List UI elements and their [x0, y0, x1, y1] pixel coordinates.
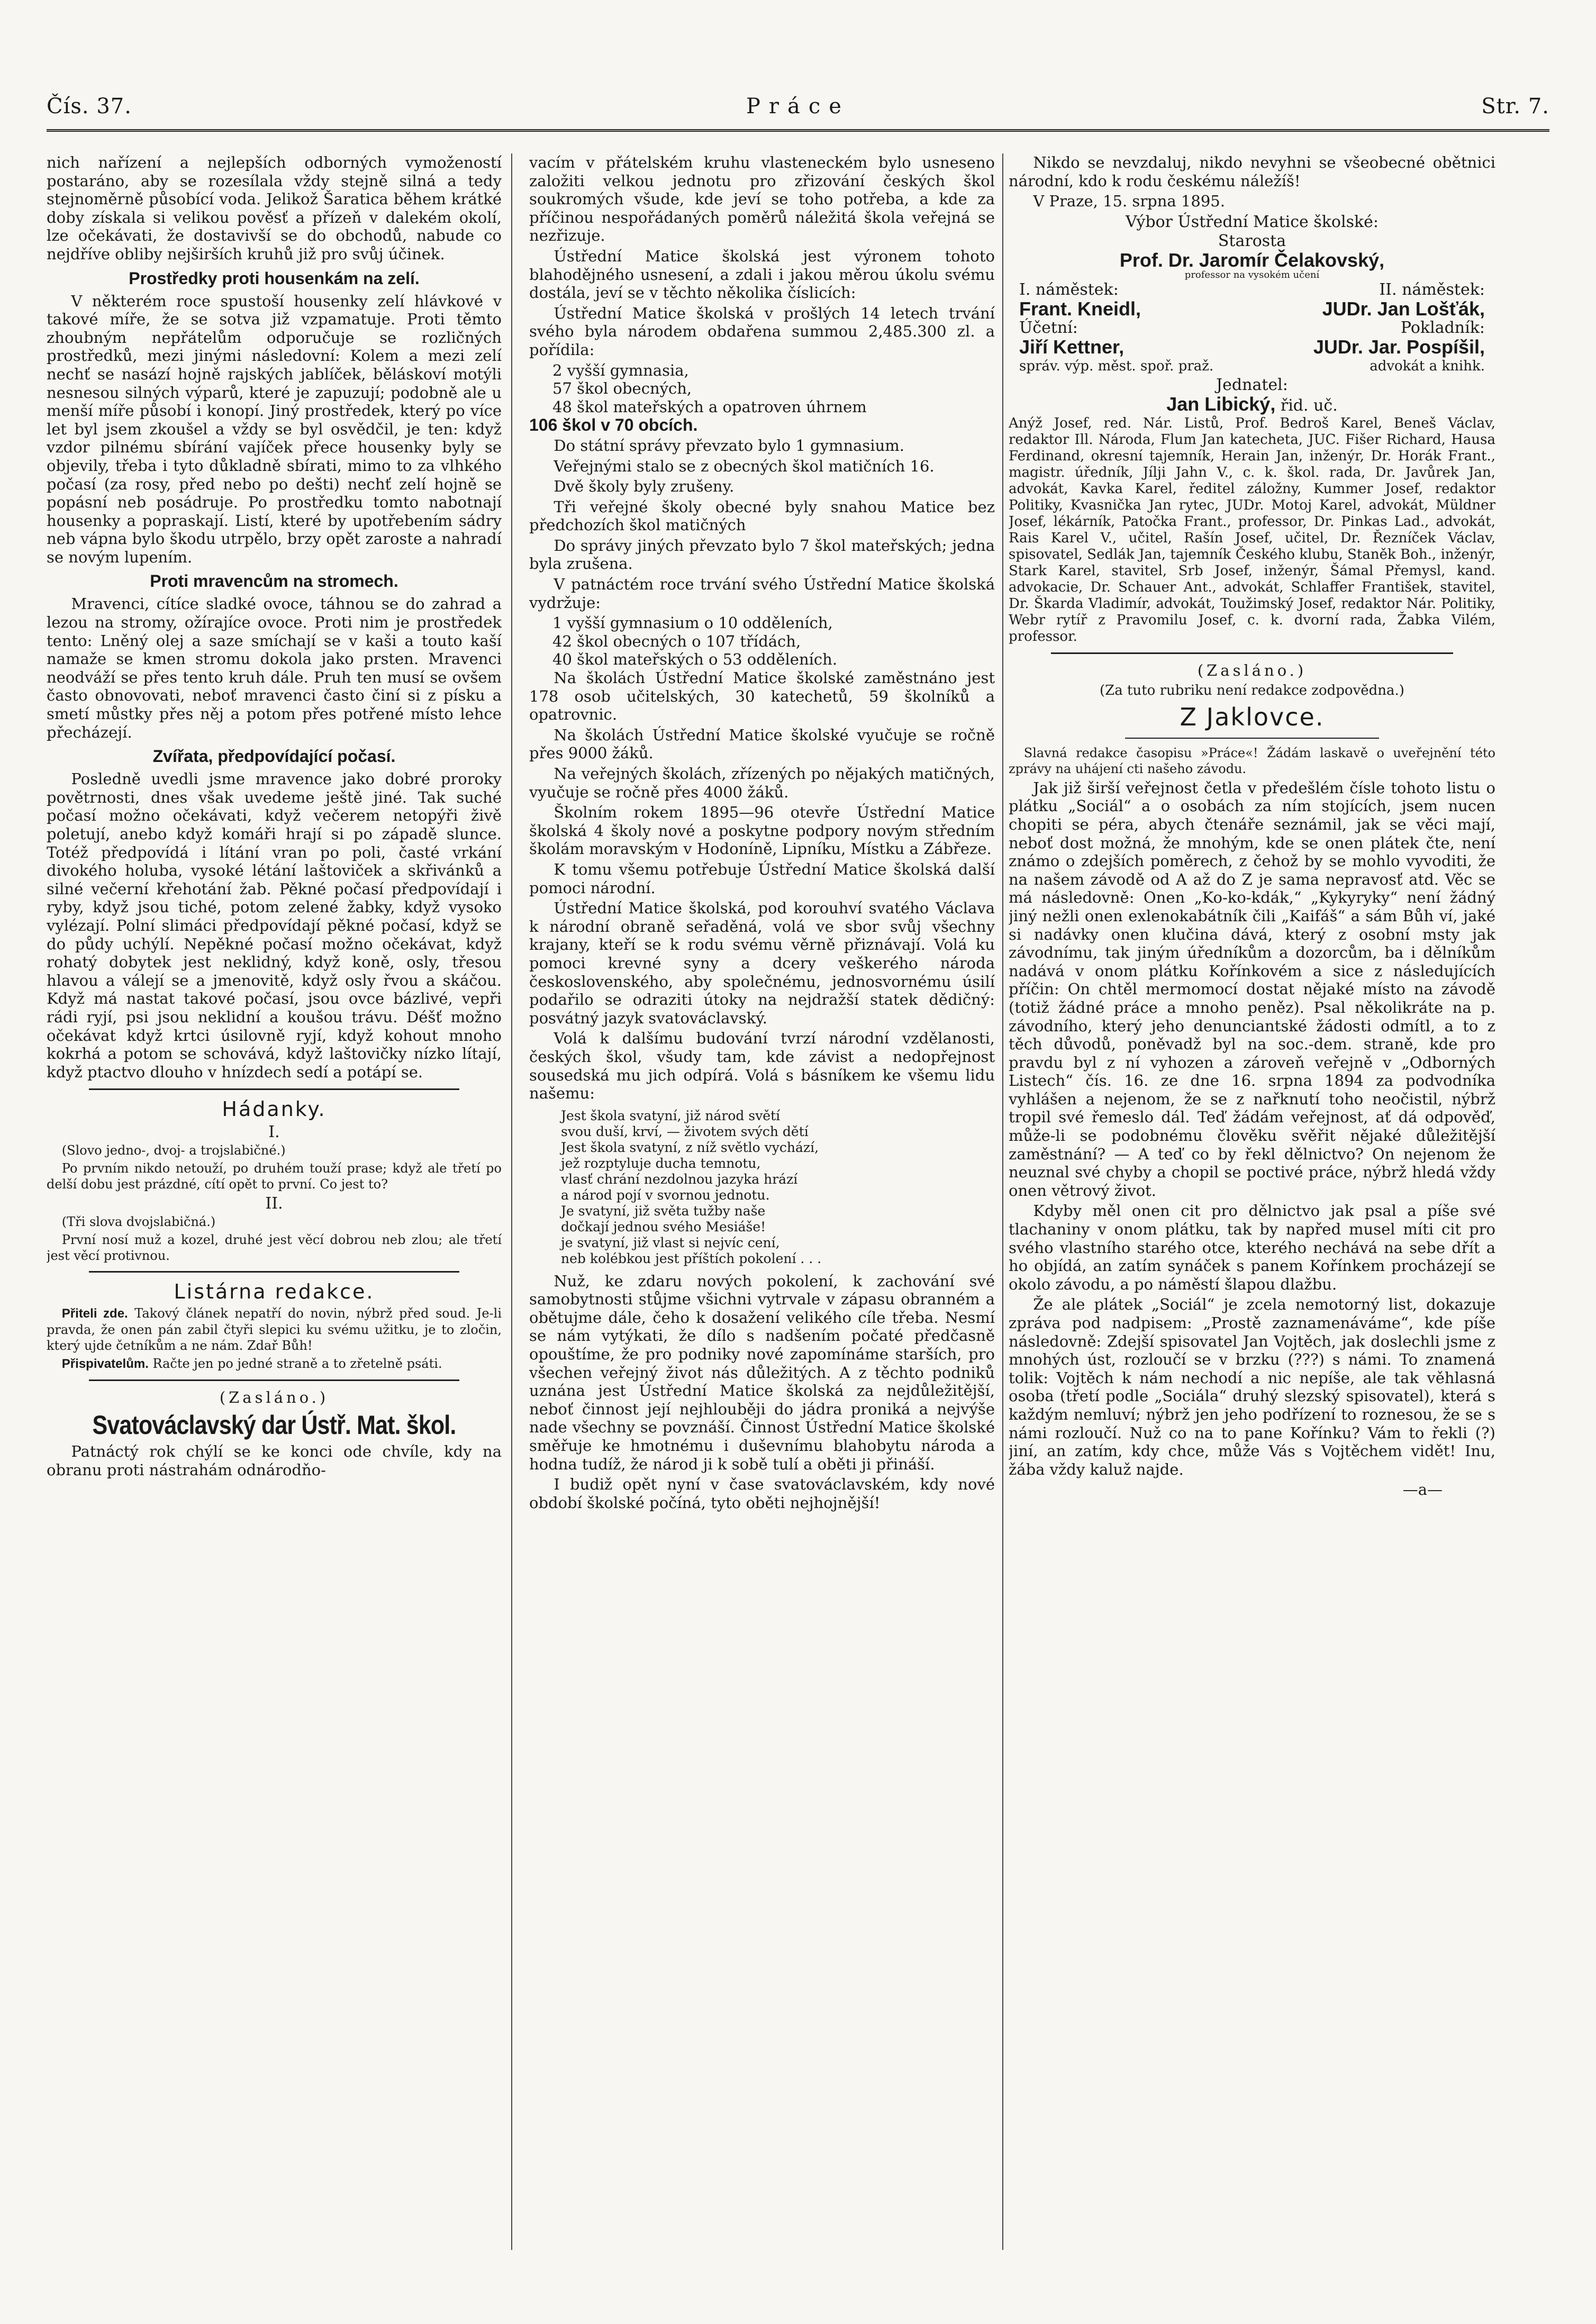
listarna-item: [47, 1356, 502, 1372]
riddle-text: Po prvním nikdo netouží, po druhém touží prase; když ale třetí po delší dobu jest prázdné, cítí opět to první. Co jest to?: [47, 1161, 502, 1192]
paragraph: Posledně uvedli jsme mravence jako dobré proroky povětrnosti, dnes však uvedeme ještě jiné. Tak suché počasí možno očekávati, když večerem netopýři živě poletují, anebo když komáři hrají si po západě slunce. Totéž předpovídá i lítání vran po poli, časté vrkání divokého holuba, vysoké létání laštoviček a skřivánků a silné večerní křehotání žab. Pěkné počasí předpovídají i ryby, když jsou tiché, potom zelené žabky, když vysoko vylézají. Polní slimáci předpovídají pěkné počasí, když se do půdy uchýlí. Nepěkné počasí možno očekávat, když rohatý dobytek jest neklidný, když koně, osly, třesou hlavou a válejí se a jmenovitě, když osly řvou a skáčou. Když má nastat takové počasí, jsou ovce bázlivé, vepři rádi ryjí, psi jsou neklidní a koušou trávu. Déšť možno očekávat když krtci úsilovně ryjí, když kohout mnoho kokrhá a potom se schovává, když laštovičky nízko lítají, když ptactvo dlouho v hnízdech sedí a potápí se.: [47, 770, 502, 1081]
paragraph: Nikdo se nevzdaluj, nikdo nevyhni se všeobecné obětnici národní, kdo k rodu českému náležíš!: [1009, 153, 1495, 190]
article-title: Z Jaklovce.: [1180, 702, 1325, 731]
paragraph: Na veřejných školách, zřízených po nějakých matičných, vyučuje se ročně přes 4000 žáků.: [529, 765, 995, 801]
paragraph: Na školách Ústřední Matice školské vyučuje se ročně přes 9000 žáků.: [529, 725, 995, 762]
paragraph: Ústřední Matice školská jest výronem tohoto blahodějného usnesení, a zdali i jakou měrou úkolu svému dostála, jeví se v těchto několika číslicích:: [529, 247, 995, 302]
newspaper-title: Práce: [746, 94, 850, 119]
paragraph: vacím v přátelském kruhu vlasteneckém bylo usneseno založiti velkou jednotu pro zřizování českých škol soukromých všude, kde jeví se toho potřeba, a kde za příčinou nespořádaných poměrů náležitá škola veřejná se nezřizuje.: [529, 153, 995, 245]
signature-row: [1009, 395, 1495, 415]
poem-line: svou duší, krví, — životem svých dětí: [561, 1123, 809, 1139]
paragraph: Na školách Ústřední Matice školské zaměstnáno jest 178 osob učitelských, 30 katechetů, 59 školníků a opatrovnic.: [529, 669, 995, 724]
paragraph: Dvě školy byly zrušeny.: [554, 477, 734, 496]
zaslano-label: (Zasláno.): [219, 1388, 329, 1407]
section-heading: Proti mravencům na stromech.: [150, 571, 398, 591]
poem-line: vlasť chrání nezdolnou jazyka hrází: [561, 1171, 798, 1187]
section-heading: Zvířata, předpovídající počasí.: [152, 747, 396, 766]
signatory-name: JUDr. Jan Lošťák,: [1322, 297, 1485, 320]
listarna-title: Listárna redakce.: [174, 1280, 375, 1304]
signatory-name: Jan Libický,: [1166, 393, 1276, 415]
riddle-text: První nosí muž a kozel, druhé jest věcí dobrou neb zlou; ale třetí jest věcí protivnou.: [47, 1232, 502, 1264]
role-label: Účetní:: [1019, 318, 1078, 337]
section-heading: Prostředky proti housenkám na zelí.: [129, 268, 420, 288]
author-signature: —a—: [1402, 1481, 1443, 1499]
signature-row: [1009, 335, 1495, 358]
paragraph: Tři veřejné školy obecné byly snahou Matice bez předchozích škol matičných: [529, 497, 995, 534]
column-1: [47, 153, 502, 2250]
paragraph: V některém roce spustoší housenky zelí hlávkové v takové míře, že se sotva již vzpamatuje. Proti těmto zhoubným nepřátelům odporučuje se rozličných prostředků, mezi jinými následovní: Kolem a mezi zelí nechť se nasází hojně rajských jablíček, běláskoví motýli nesnesou silných výparů, které je zapuzují; podobně ale u menší míře působí i konopí. Jiný prostředek, který po více let byl jsem zkoušel a vždy se byl osvědčil, je ten: když vzdor pilnému sbírání vajíček přece housenky byly se objevily, třeba i tyto důkladně sbírati, mimo to za vlhkého počasí (za rosy, před nebo po dešti) nechť zelí hojně se popásní neb posádruje. Po prostředku tomto nabotnají housenky a popraskají. Listí, které by upotřebením sádry neb vápna bylo škodu utrpělo, brzy opět zaroste a nahradí se novým lupením.: [47, 292, 502, 566]
riddle-number: II.: [265, 1194, 283, 1213]
poem-line: dočkají jednou svého Mesiáše!: [561, 1219, 766, 1234]
role-label: Starosta: [1218, 231, 1286, 250]
riddles-title: Hádanky.: [222, 1097, 327, 1121]
signatory-title: professor na vysokém učení: [1184, 269, 1320, 280]
column-divider: [511, 153, 512, 2250]
paragraph: Ústřední Matice školská, pod korouhví svatého Václava k národní obraně seřaděná, volá ve sbor svůj všechny krajany, kteří se k rodu svému věrně přiznávají. Volá ku pomoci krevné syny a dcery veškerého národa československého, aby společnému, jednosvornému úsilí podařilo se odraziti útoky na nejdražší statek dědičný: posvátný jazyk svatováclavský.: [529, 899, 995, 1027]
dateline: V Praze, 15. srpna 1895.: [1033, 192, 1225, 211]
list-item: 48 škol mateřských a opatroven úhrnem: [552, 397, 867, 416]
listarna-text: Takový článek nepatří do novin, nýbrž před soud. Je-li pravda, že onen pán zabil čtyři slepici ku svému užitku, je to zločin, který ujde četníkům a ne nám. Zdař Bůh!: [47, 1306, 502, 1354]
poem-line: Je svatyní, již světa tužby naše: [561, 1203, 766, 1219]
paragraph: Do správy jiných převzato bylo 7 škol mateřských; jedna byla zrušena.: [529, 536, 995, 573]
disclaimer: (Za tuto rubriku není redakce zodpovědna.): [1100, 682, 1404, 698]
column-2: [529, 153, 995, 2250]
column-divider: [1002, 153, 1003, 2250]
poem-line: neb kolébkou jest příštích pokolení . . .: [561, 1250, 822, 1266]
divider: [89, 1271, 459, 1273]
riddle-number: I.: [268, 1123, 280, 1142]
signature-row: [1009, 299, 1495, 319]
role-label: I. náměstek:: [1019, 280, 1119, 299]
member-list: Anýž Josef, red. Nár. Listů, Prof. Bedroš Karel, Beneš Václav, redaktor Ill. Národa, Flum Jan katecheta, JUC. Fišer Richard, Hausa Ferdinand, okresní tajemník, Herain Jan, inženýr, Dr. Horák Frant., magistr. úředník, Jílji Jahn V., c. k. škol. rada, Dr. Javůrek Jan, advokát, Kavka Karel, ředitel záložny, Kummer Josef, redaktor Politiky, Kvasnička Jan rytec, JUDr. Motoj Karel, advokát, Müldner Josef, lékárník, Patočka Frant., professor, Dr. Pinkas Lad., advokát, Rais Karel V., učitel, Rašín Josef, učitel, Dr. Řezníček Václav, spisovatel, Sedlák Jan, tajemník Českého klubu, Staněk Boh., inženýr, Stark Karel, stavitel, Srb Josef, inženýr, Šámal Přemysl, kand. advokacie, Dr. Schauer Ant., advokát, Schlaffer František, stavitel, Dr. Škarda Vladimír, advokát, Toužimský Josef, redaktor Nár. Politiky, Webr rytíř z Pravomilu Josef, c. k. dvorní rada, Žabka Vilém, professor.: [1009, 415, 1495, 644]
list-item: 2 vyšší gymnasia,: [552, 361, 689, 379]
paragraph: Mravenci, cítíce sladké ovoce, táhnou se do zahrad a lezou na stromy, ožírajíce ovoce. Proti nim je prostředek tento: Lněný olej a saze smíchají se v kaši a touto kaší namaže se kmen stromu dokola jako prsten. Mravenci neodváží se přes tento kruh dále. Pruh ten musí se ovšem často obnovovati, neboť mravenci často činí si z písku a smetí můstky přes něj a potom přes potřené místo lehce přecházejí.: [47, 595, 502, 741]
role-label: Jednatel:: [1216, 375, 1288, 394]
signatory-title: advokát a knihk.: [1370, 358, 1485, 374]
paragraph: Veřejnými stalo se z obecných škol matičních 16.: [554, 457, 935, 475]
listarna-item: [47, 1305, 502, 1354]
paragraph: Že ale plátek „Sociál“ je zcela nemotorný list, dokazuje zpráva pod nadpisem: „Prostě zaznamenáváme“, kde píše následovně: Zdejší spisovatel Jan Vojtěch, jak doslechli jsme z mnohých úst, rozloučí se v brzku (???) s námi. To znamená tolik: Vojtěch k nám nechodí a nic nepíše, ale tak věhlasná osoba (třetí podle „Sociála“ druhý slezský spisovatel), která s každým nemluví; nýbrž jen jeho podřízení to roznesou, že se s námi rozloučí. Nuž co na to pane Kořínku? Vám to řekli (?) jiní, an zatím, kdy chce, může Vás s Vojtěchem vidět! Inu, žába vždy kaluž najde.: [1009, 1295, 1495, 1478]
poem-line: a národ pojí v svornou jednotu.: [561, 1187, 770, 1203]
role-label: Pokladník:: [1400, 318, 1485, 337]
listarna-text: Račte jen po jedné straně a to zřetelně psáti.: [148, 1356, 442, 1372]
list-item: 40 škol mateřských o 53 odděleních.: [552, 650, 838, 669]
paragraph: Volá k dalšímu budování tvrzí národní vzdělanosti, českých škol, všudy tam, kde závist a nedopřejnost sousedská mu jich odpírá. Volá s básníkem ke všemu lidu našemu:: [529, 1029, 995, 1103]
listarna-recipient: Přiteli zde.: [61, 1306, 128, 1321]
article-headline: Svatováclavský dar Ústř. Mat. škol.: [92, 1410, 456, 1440]
page-number: Str. 7.: [1481, 94, 1549, 119]
emphasis-line: 106 škol v 70 obcích.: [529, 415, 698, 435]
riddle-note: (Tři slova dvojslabičná.): [61, 1214, 216, 1230]
signatory-chair: Prof. Dr. Jaromír Čelakovský,: [1119, 249, 1385, 271]
divider: [1051, 652, 1453, 654]
signature-row: [1009, 319, 1495, 338]
paragraph: Kdyby měl onen cit pro dělnictvo jak psal a píše své tlachaniny v onom plátku, tak by napřed musel míti cit pro svého vlastního starého otce, kterého nechává na sebe dřít a ho objídá, an zatím synáček s panem Kořínkem procházejí se okolo závodu, a po náměstí šlapou dlažbu.: [1009, 1202, 1495, 1293]
divider: [89, 1088, 459, 1090]
signatory-name: Jiří Kettner,: [1019, 335, 1125, 358]
signature-row: [1009, 280, 1495, 299]
signatory-title: správ. výp. měst. spoř. praž.: [1019, 358, 1214, 374]
role-label: II. náměstek:: [1379, 280, 1485, 299]
paragraph: K tomu všemu potřebuje Ústřední Matice školská další pomoci národní.: [529, 860, 995, 897]
riddle-note: (Slovo jedno-, dvoj- a trojslabičné.): [61, 1143, 286, 1158]
list-item: 42 škol obecných o 107 třídách,: [552, 632, 801, 650]
column-3: [1009, 153, 1495, 2250]
divider: [1125, 738, 1379, 739]
intro-paragraph: Slavná redakce časopisu »Práce«! Žádám laskavě o uveřejnění této zprávy na uhájení cti našeho závodu.: [1009, 745, 1495, 776]
issue-number: Čís. 37.: [47, 94, 132, 119]
list-item: 57 škol obecných,: [552, 379, 692, 398]
page-header: [47, 94, 1549, 126]
divider: [89, 1379, 459, 1381]
poem-line: je svatyní, již vlast si nejvíc cení,: [561, 1234, 780, 1250]
poem-line: jež rozptyluje ducha temnotu,: [561, 1155, 761, 1171]
zaslano-label: (Zasláno.): [1197, 661, 1307, 679]
header-rule: [47, 129, 1549, 133]
signature-row: [1009, 357, 1495, 376]
signatory-title: řid. uč.: [1280, 396, 1338, 415]
signatory-name: Frant. Kneidl,: [1019, 297, 1141, 320]
paragraph: Školním rokem 1895—96 otevře Ústřední Matice školská 4 školy nové a poskytne podpory novým středním školám moravským v Hodoníně, Lipníku, Místku a Zábřeze.: [529, 803, 995, 858]
list-item: 1 vyšší gymnasium o 10 odděleních,: [552, 614, 833, 632]
paragraph: Patnáctý rok chýlí se ke konci ode chvíle, kdy na obranu proti nástrahám odnárodňo-: [47, 1442, 502, 1479]
poem-line: Jest škola svatyní, z níž světlo vychází,: [561, 1139, 819, 1155]
poem-line: Jest škola svatyní, již národ světí: [561, 1107, 781, 1123]
paragraph: V patnáctém roce trvání svého Ústřední Matice školská vydržuje:: [529, 575, 995, 612]
paragraph: nich nařízení a nejlepších odborných vymožeností postaráno, aby se rozesílala vždy stejně silná a tedy stejnoměrně působící voda. Jelikož Šaratica během krátké doby získala si velikou pověsť a přízeň v dalekém okolí, lze očekávati, že dostavivší se do obchodů, nabude co nejdříve obliby nejširších kruhů již pro svůj účinek.: [47, 153, 502, 263]
board-label: Výbor Ústřední Matice školské:: [1125, 212, 1379, 231]
poem: [561, 1108, 995, 1267]
signatory-name: JUDr. Jar. Pospíšil,: [1313, 335, 1485, 358]
listarna-recipient: Přispivatelům.: [61, 1357, 149, 1372]
paragraph: Jak již širší veřejnost četla v předešlém čísle tohoto listu o plátku „Sociál“ a o osobách za ním stojících, jsem nucen chopiti se péra, abych čtenáře seznámil, jak se věci mají, neboť dost možná, že mnohým, kde se onen plátek čte, není známo o zdejších poměrech, z čehož by se mohlo vyvoditi, že na našem závodě od A až do Z je sama nepravosť atd. Věc se má následovně: Onen „Ko-ko-kdák,“ „Kykyryky“ není žádný jiný nežli onen exlenokabátník čili „Kaifáš“ a sám Bůh ví, jaké si nadávky onen klučina dává, který z osobní msty jak závodnímu, tak jiným úředníkům a dozorcům, ba i dělníkům nadává v onom plátku Kořínkovém a sice z následujících příčin: On chtěl mermomocí dostat nějaké místo na závodě (totiž žádné práce a mnoho peněz). Psal několikráte na p. závodního, který jeho denunciantské žádosti odmítl, a to z těch důvodů, poněvadž byl na soc.-dem. straně, kde pro pravdu byl z ní vyhozen a zároveň veřejně v „Odborných Listech“ čís. 16. ze dne 16. srpna 1894 za podvodníka vyhlášen a nejenom, že se z nařknutí toho neočistil, nýbrž tropil své řemeslo dál. Teď žádám veřejnost, ať dá odpověď, může-li se podobnému člověku svěřit nějaké důležitější zaměstnání? — A teď co by řekl dělnictvo? On nejenom že neuznal své chyby a chopil se poctivé práce, nýbrž hledá vždy onen větrový život.: [1009, 778, 1495, 1200]
paragraph: Do státní správy převzato bylo 1 gymnasium.: [554, 436, 904, 455]
paragraph: Nuž, ke zdaru nových pokolení, k zachování své samobytnosti stůjme všichni vytrvale v zápasu obranném a obětujme dále, čeho k dosažení velikého cíle třeba. Nesmí se nám vytýkati, že dílo s nadšením počaté předčasně opouštíme, že pro podniky nové zapomínáme starších, pro všechen veřejný život nás důležitých. A z těchto podniků uznána jest Ústřední Matice školská za nejdůležitější, neboť činnost její nejhlouběji do jádra proniká a nejvýše nade všechny se povznáší. Činnost Ústřední Matice školské směřuje ke hmotnému i duševnímu blahobytu národa a hodna tudíž, že národ ji k sobě tulí a oběti ji přináší.: [529, 1272, 995, 1473]
paragraph: I budiž opět nyní v čase svatováclavském, kdy nové období školské počíná, tyto oběti nejhojnější!: [529, 1475, 995, 1512]
paragraph: Ústřední Matice školská v prošlých 14 letech trvání svého byla národem obdařena summou 2,485.300 zl. a pořídila:: [529, 304, 995, 359]
